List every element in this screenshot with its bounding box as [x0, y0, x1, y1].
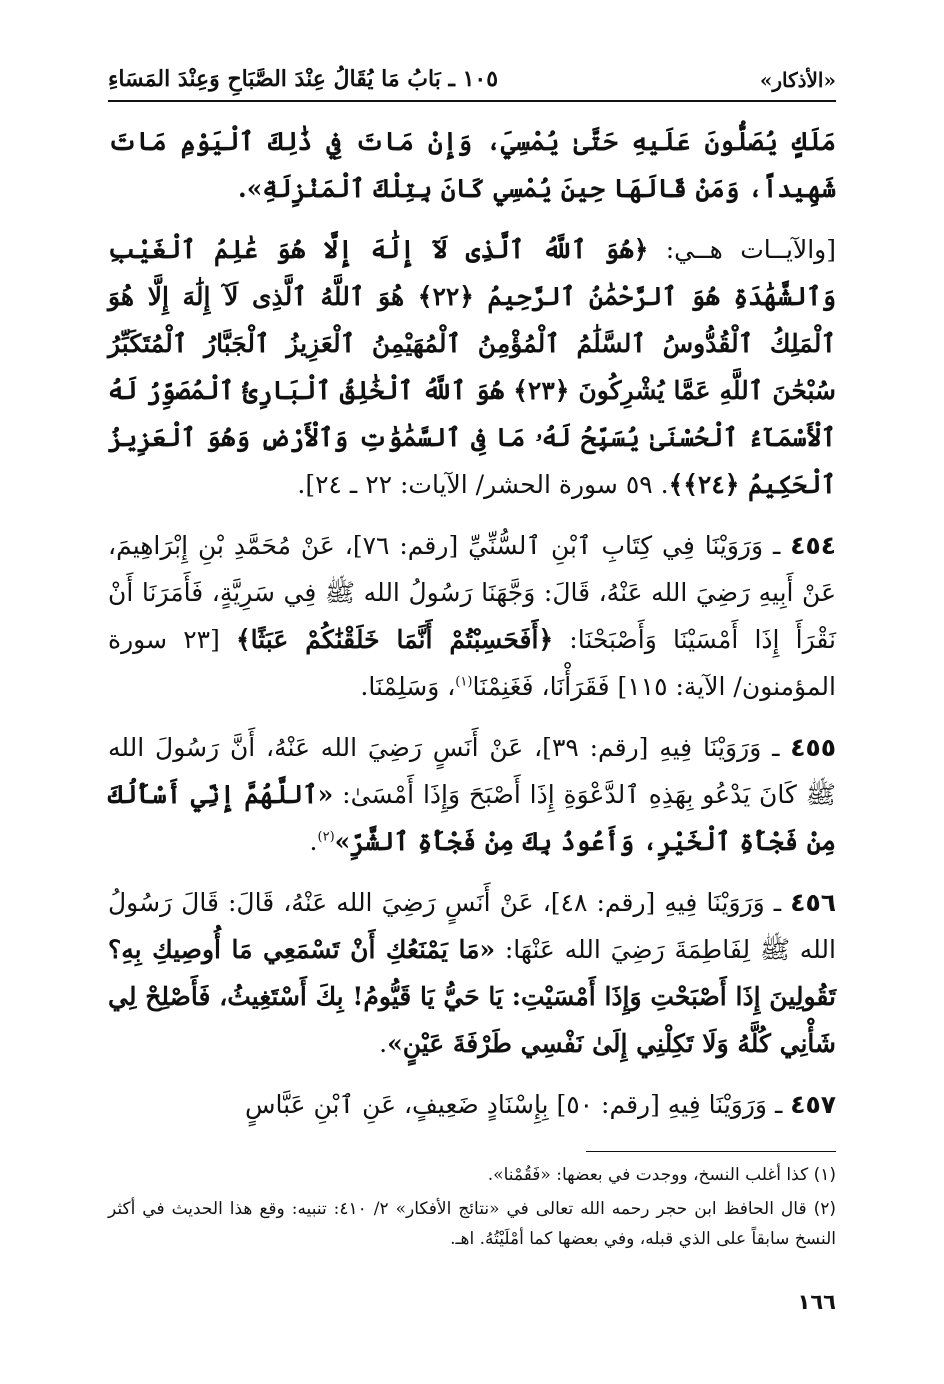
- running-header: [108, 52, 836, 92]
- verses-paragraph: [108, 226, 836, 508]
- footnote-ref[interactable]: (١): [455, 674, 473, 690]
- hadith-text: .: [309, 827, 318, 856]
- hadith-454: [108, 522, 836, 710]
- hadith-457: [108, 1081, 836, 1128]
- main-text: [108, 118, 836, 1142]
- footnote-label: (٢): [813, 1199, 836, 1219]
- hadith-text: [٢٣ سورة المؤمنون/ الآية: ١١٥] فَقَرَأْنَا، فَغَنِمْنَا: [108, 625, 836, 701]
- quran-verse: ﴿أَفَحَسِبْتُمْ أَنَّمَا خَلَقْنَٰكُمْ عَبَثًا﴾: [236, 625, 554, 654]
- dua-text: «مَا يَمْنَعُكِ أَنْ تَسْمَعِي مَا أُوصِيكِ بِهِ؟ تَقُولِينَ إِذَا أَصْبَحْتِ وَإِذَا أَمْسَيْتِ: يَا حَيُّ يَا قَيُّومُ! بِكَ أَسْتَغِيثُ، فَأَصْلِحْ لِي شَأْنِي كُلَّهُ وَلَا تَكِلْنِي إِلَىٰ نَفْسِي طَرْفَةَ عَيْنٍ»: [108, 935, 836, 1058]
- footnote-2: [108, 1194, 836, 1254]
- chapter-title: ١٠٥ ـ بَابُ مَا يُقَالُ عِنْدَ الصَّبَاحِ وَعِنْدَ المَسَاءِ: [108, 66, 499, 92]
- footnotes: [108, 1160, 836, 1258]
- hadith-number: ٤٥٦: [790, 888, 836, 917]
- hadith-text: ـ وَرَوَيْنَا فِيهِ [رقم: ٣٩]، عَنْ أَنَسٍ رَضِيَ الله عَنْهُ، أَنَّ رَسُولَ الله ﷺ كَانَ يَدْعُو بِهَذِهِ ٱلدَّعْوَةِ إِذَا أَصْبَحَ وَإِذَا أَمْسَىٰ:: [108, 733, 836, 809]
- verses-intro: [والآيــات هــي:: [648, 235, 836, 264]
- book-title: «الأذكار»: [759, 68, 836, 92]
- hadith-number: ٤٥٤: [790, 531, 836, 560]
- footnote-rule: [586, 1151, 836, 1152]
- hadith-number: ٤٥٧: [790, 1090, 836, 1119]
- quran-verses: ﴿هُوَ ٱللَّهُ ٱلَّذِى لَآ إِلَٰهَ إِلَّا هُوَ عَٰلِمُ ٱلْغَيْبِ وَٱلشَّهَٰدَةِ هُوَ ٱلرَّحْمَٰنُ ٱلرَّحِيمُ ﴿٢٢﴾ هُوَ ٱللَّهُ ٱلَّذِى لَآ إِلَٰهَ إِلَّا هُوَ ٱلْمَلِكُ ٱلْقُدُّوسُ ٱلسَّلَٰمُ ٱلْمُؤْمِنُ ٱلْمُهَيْمِنُ ٱلْعَزِيزُ ٱلْجَبَّارُ ٱلْمُتَكَبِّرُ سُبْحَٰنَ ٱللَّهِ عَمَّا يُشْرِكُونَ ﴿٢٣﴾ هُوَ ٱللَّهُ ٱلْخَٰلِقُ ٱلْبَارِئُ ٱلْمُصَوِّرُ لَهُ ٱلْأَسْمَآءُ ٱلْحُسْنَىٰ يُسَبِّحُ لَهُۥ مَا فِى ٱلسَّمَٰوَٰتِ وَٱلْأَرْضِ وَهُوَ ٱلْعَزِيزُ ٱلْحَكِيمُ ﴿٢٤﴾﴾: [108, 235, 836, 499]
- hadith-continuation: مَلَكٍ يُصَلُّونَ عَلَيهِ حَتَّىٰ يُمْسِيَ، وَإِنْ مَاتَ فِي ذَٰلِكَ ٱلْيَوْمِ مَاتَ شَهِيداً، وَمَنْ قَالَهَا حِينَ يُمْسِي كَانَ بِتِلْكَ ٱلْمَنْزِلَةِ».: [108, 127, 836, 203]
- verses-reference: . ٥٩ سورة الحشر/ الآيات: ٢٢ ـ ٢٤].: [297, 470, 669, 499]
- hadith-456: [108, 879, 836, 1067]
- hadith-text: ، وَسَلِمْنَا.: [360, 672, 456, 701]
- hadith-text: .: [379, 1029, 388, 1058]
- hadith-number: ٤٥٥: [790, 733, 836, 762]
- hadith-text: ـ وَرَوَيْنَا فِيهِ [رقم: ٥٠] بِإِسْنَادٍ ضَعِيفٍ، عَنِ ٱبْنِ عَبَّاسٍ: [244, 1090, 791, 1119]
- header-rule: [108, 100, 836, 102]
- footnote-text: كذا أغلب النسخ، ووجدت في بعضها: «فَقُمْنا».: [487, 1165, 809, 1185]
- footnote-label: (١): [813, 1165, 836, 1185]
- hadith-text: ـ وَرَوَيْنَا فِيهِ [رقم: ٤٨]، عَنْ أَنَسٍ رَضِيَ الله عَنْهُ، قَالَ: قَالَ رَسُولُ الله ﷺ لِفَاطِمَةَ رَضِيَ الله عَنْهَا:: [108, 888, 836, 964]
- dua-text: «ٱللَّهُمَّ إِنِّي أَسْأَلُكَ مِنْ فَجْأَةِ ٱلْخَيْرِ، وَأَعُوذُ بِكَ مِنْ فَجْأَةِ ٱلشَّرِّ»: [108, 780, 836, 856]
- page-number: ١٦٦: [797, 1290, 836, 1314]
- footnote-text: قال الحافظ ابن حجر رحمه الله تعالى في «نتائج الأفكار» ٢/ ٤١٠: تنبيه: وقع هذا الحديث في أكثر النسخ سابقاً على الذي قبله، وفي بعضها كما أمْلَيْتُهُ. اهـ.: [108, 1199, 836, 1249]
- footnote-ref[interactable]: (٢): [317, 829, 335, 845]
- hadith-text: ـ وَرَوَيْنَا فِي كِتَابِ ٱبْنِ ٱلسُّنِّيِّ [رقم: ٧٦]، عَنْ مُحَمَّدِ بْنِ إِبْرَاهِيمَ، عَنْ أَبِيهِ رَضِيَ الله عَنْهُ، قَالَ: وَجَّهَنَا رَسُولُ الله ﷺ فِي سَرِيَّةٍ، فَأَمَرَنَا أَنْ نَقْرَأَ إِذَا أَمْسَيْنَا وَأَصْبَحْنَا:: [108, 531, 837, 654]
- hadith-455: [108, 724, 836, 865]
- footnote-1: [108, 1160, 836, 1190]
